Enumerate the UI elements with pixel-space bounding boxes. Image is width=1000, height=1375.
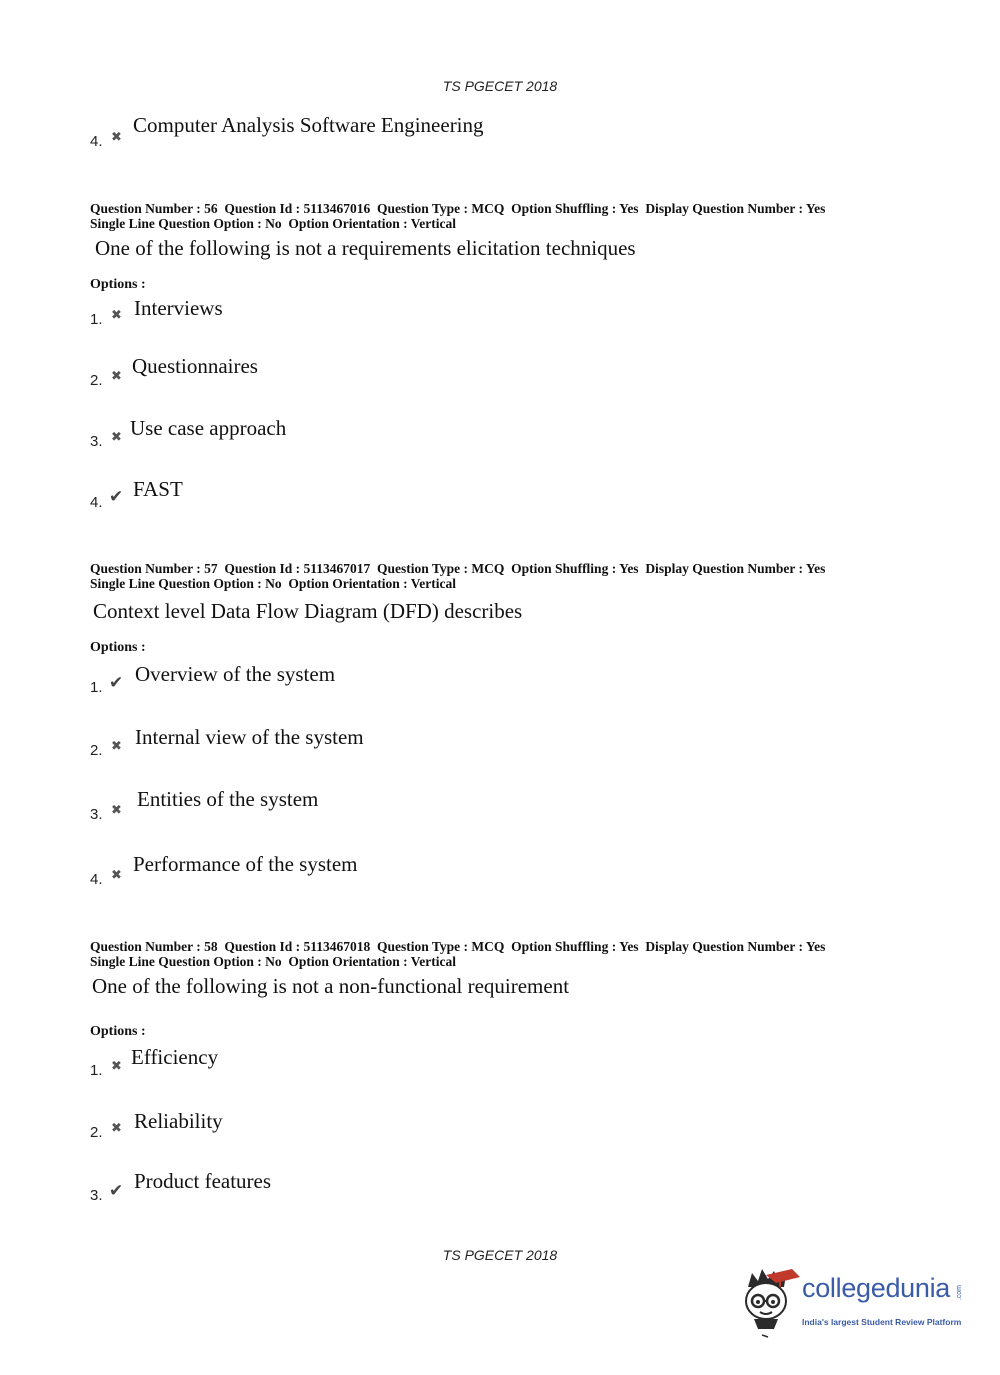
option-number: 3. <box>90 806 103 823</box>
option-number: 3. <box>90 1187 103 1204</box>
check-icon: ✔ <box>109 487 124 507</box>
option-number: 1. <box>90 1062 103 1079</box>
cross-icon: ✖ <box>111 739 122 754</box>
logo-wordmark: collegedunia <box>802 1273 951 1303</box>
logo-tagline: India's largest Student Review Platform <box>802 1317 962 1327</box>
page-footer: TS PGECET 2018 <box>442 1247 558 1263</box>
options-label: Options : <box>90 1024 146 1039</box>
question-meta-line1: Question Number : 56 Question Id : 5113467016 Question Type : MCQ Option Shuffling : Yes Display Question Number : Yes <box>90 201 826 216</box>
question-meta-line1: Question Number : 58 Question Id : 5113467018 Question Type : MCQ Option Shuffling : Yes Display Question Number : Yes <box>90 939 826 954</box>
question-meta-line1: Question Number : 57 Question Id : 5113467017 Question Type : MCQ Option Shuffling : Yes Display Question Number : Yes <box>90 561 826 576</box>
options-label: Options : <box>90 640 146 655</box>
question-meta-line2: Single Line Question Option : No Option Orientation : Vertical <box>90 216 457 231</box>
options-label: Options : <box>90 277 146 292</box>
option-number: 2. <box>90 742 103 759</box>
cross-icon: ✖ <box>111 130 122 145</box>
cross-icon: ✖ <box>111 430 122 445</box>
question-text: One of the following is not a requirements elicitation techniques <box>95 236 636 260</box>
logo-suffix: .com <box>956 1285 963 1301</box>
option-text: Product features <box>134 1169 272 1193</box>
cross-icon: ✖ <box>111 308 122 323</box>
option-number: 3. <box>90 433 103 450</box>
option-text: Reliability <box>134 1109 223 1133</box>
option-text: Efficiency <box>131 1045 219 1069</box>
option-text: Overview of the system <box>135 662 336 686</box>
question-meta-line2: Single Line Question Option : No Option Orientation : Vertical <box>90 954 457 969</box>
option-number: 2. <box>90 1124 103 1141</box>
collegedunia-logo[interactable] <box>740 1265 970 1340</box>
option-number: 1. <box>90 679 103 696</box>
cross-icon: ✖ <box>111 1121 122 1136</box>
option-text: Questionnaires <box>132 354 258 378</box>
cross-icon: ✖ <box>111 803 122 818</box>
question-text: One of the following is not a non-functional requirement <box>92 974 570 998</box>
cross-icon: ✖ <box>111 1059 122 1074</box>
mascot-icon <box>740 1265 802 1340</box>
option-text: Performance of the system <box>133 852 358 876</box>
option-text: Internal view of the system <box>135 725 364 749</box>
option-text: FAST <box>133 477 183 501</box>
option-text: Entities of the system <box>137 787 319 811</box>
option-number: 1. <box>90 311 103 328</box>
option-text: Interviews <box>134 296 223 320</box>
cross-icon: ✖ <box>111 868 122 883</box>
option-text: Use case approach <box>130 416 287 440</box>
page-header: TS PGECET 2018 <box>442 78 558 94</box>
option-number: 4. <box>90 871 103 888</box>
option-text: Computer Analysis Software Engineering <box>133 113 484 137</box>
option-number: 4. <box>90 494 103 511</box>
check-icon: ✔ <box>109 673 124 693</box>
question-meta-line2: Single Line Question Option : No Option Orientation : Vertical <box>90 576 457 591</box>
cross-icon: ✖ <box>111 369 122 384</box>
check-icon: ✔ <box>109 1181 124 1201</box>
option-number: 2. <box>90 372 103 389</box>
question-text: Context level Data Flow Diagram (DFD) describes <box>93 599 523 623</box>
option-number: 4. <box>90 133 103 150</box>
